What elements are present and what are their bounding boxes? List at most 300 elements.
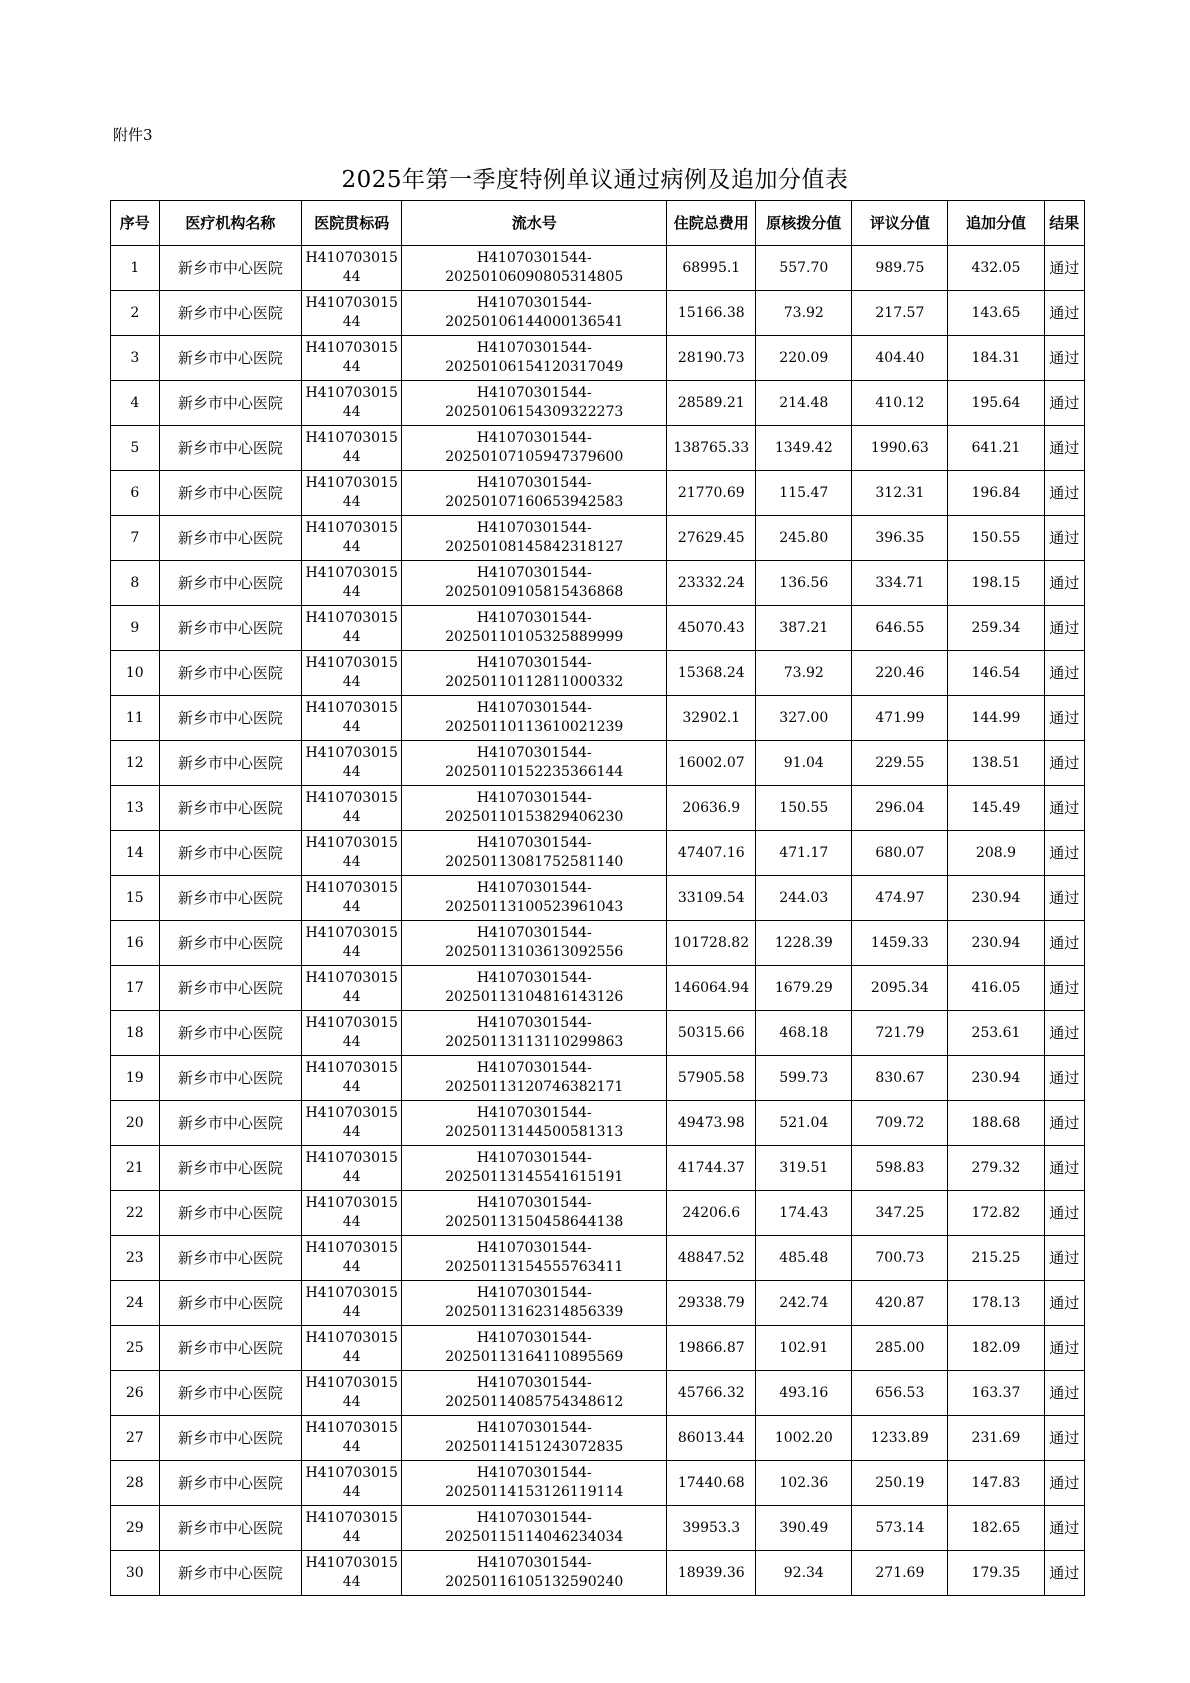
cell-result: 通过 <box>1044 1281 1085 1326</box>
cell-code <box>302 1281 402 1326</box>
cell-serial-line1: H41070301544- <box>476 610 592 626</box>
cell-serial <box>402 426 667 471</box>
cell-serial <box>402 1416 667 1461</box>
cell-serial-line2: 20250110112811000332 <box>445 674 624 690</box>
cell-cost: 47407.16 <box>667 831 756 876</box>
cell-code-line1: H410703015 <box>305 1285 398 1301</box>
cell-code-line1: H410703015 <box>305 295 398 311</box>
cell-serial <box>402 921 667 966</box>
cell-serial-line2: 20250113104816143126 <box>445 989 624 1005</box>
cell-add: 198.15 <box>948 561 1044 606</box>
cell-review: 646.55 <box>852 606 948 651</box>
cell-result: 通过 <box>1044 516 1085 561</box>
cell-no: 24 <box>111 1281 160 1326</box>
cell-add: 259.34 <box>948 606 1044 651</box>
cell-result: 通过 <box>1044 426 1085 471</box>
table-row <box>111 1101 1085 1146</box>
table-row <box>111 1551 1085 1596</box>
cell-orig: 220.09 <box>756 336 852 381</box>
cell-result: 通过 <box>1044 1101 1085 1146</box>
cell-serial-line1: H41070301544- <box>476 1060 592 1076</box>
cell-code-line2: 44 <box>342 359 361 375</box>
cell-serial-line1: H41070301544- <box>476 655 592 671</box>
cell-review: 296.04 <box>852 786 948 831</box>
cell-add: 432.05 <box>948 246 1044 291</box>
cell-serial <box>402 1191 667 1236</box>
table-row <box>111 1011 1085 1056</box>
table-row <box>111 291 1085 336</box>
col-header-add: 追加分值 <box>948 201 1044 246</box>
cell-add: 279.32 <box>948 1146 1044 1191</box>
cell-serial <box>402 471 667 516</box>
page-title: 2025年第一季度特例单议通过病例及追加分值表 <box>341 167 849 193</box>
cell-serial-line1: H41070301544- <box>476 475 592 491</box>
cell-code-line1: H410703015 <box>305 700 398 716</box>
cell-cost: 41744.37 <box>667 1146 756 1191</box>
cell-serial-line1: H41070301544- <box>476 925 592 941</box>
cell-code <box>302 291 402 336</box>
cell-code-line1: H410703015 <box>305 610 398 626</box>
cell-code <box>302 561 402 606</box>
cell-result: 通过 <box>1044 381 1085 426</box>
cell-serial <box>402 786 667 831</box>
cell-add: 179.35 <box>948 1551 1044 1596</box>
cell-result: 通过 <box>1044 561 1085 606</box>
cell-review: 989.75 <box>852 246 948 291</box>
cell-orig: 390.49 <box>756 1506 852 1551</box>
cell-result: 通过 <box>1044 1011 1085 1056</box>
col-header-result: 结果 <box>1044 201 1085 246</box>
cell-serial <box>402 831 667 876</box>
cell-orig: 73.92 <box>756 651 852 696</box>
table-row <box>111 921 1085 966</box>
cell-serial-line1: H41070301544- <box>476 1015 592 1031</box>
cell-cost: 146064.94 <box>667 966 756 1011</box>
cell-orig: 102.36 <box>756 1461 852 1506</box>
cell-result: 通过 <box>1044 651 1085 696</box>
cell-no: 29 <box>111 1506 160 1551</box>
cell-serial-line2: 20250113113110299863 <box>445 1034 624 1050</box>
cell-no: 27 <box>111 1416 160 1461</box>
cell-result: 通过 <box>1044 1461 1085 1506</box>
cell-add: 138.51 <box>948 741 1044 786</box>
cell-orig: 91.04 <box>756 741 852 786</box>
cell-serial-line1: H41070301544- <box>476 790 592 806</box>
cell-org: 新乡市中心医院 <box>159 1101 302 1146</box>
cell-no: 3 <box>111 336 160 381</box>
cell-review: 334.71 <box>852 561 948 606</box>
cell-cost: 32902.1 <box>667 696 756 741</box>
cell-cost: 29338.79 <box>667 1281 756 1326</box>
cell-add: 182.65 <box>948 1506 1044 1551</box>
cell-cost: 15368.24 <box>667 651 756 696</box>
cell-serial <box>402 741 667 786</box>
cell-code <box>302 741 402 786</box>
cell-result: 通过 <box>1044 786 1085 831</box>
cell-serial-line2: 20250114085754348612 <box>445 1394 624 1410</box>
cell-orig: 214.48 <box>756 381 852 426</box>
cell-serial-line1: H41070301544- <box>476 1330 592 1346</box>
cell-serial-line1: H41070301544- <box>476 745 592 761</box>
table-row <box>111 336 1085 381</box>
cell-add: 230.94 <box>948 921 1044 966</box>
cell-add: 178.13 <box>948 1281 1044 1326</box>
cell-orig: 115.47 <box>756 471 852 516</box>
cell-serial-line1: H41070301544- <box>476 880 592 896</box>
cell-review: 250.19 <box>852 1461 948 1506</box>
cell-serial-line1: H41070301544- <box>476 970 592 986</box>
cell-result: 通过 <box>1044 246 1085 291</box>
cell-add: 253.61 <box>948 1011 1044 1056</box>
cell-orig: 485.48 <box>756 1236 852 1281</box>
cell-serial-line2: 20250116105132590240 <box>445 1574 624 1590</box>
cell-review: 573.14 <box>852 1506 948 1551</box>
cell-serial-line1: H41070301544- <box>476 1195 592 1211</box>
cell-add: 196.84 <box>948 471 1044 516</box>
cell-cost: 21770.69 <box>667 471 756 516</box>
cell-review: 700.73 <box>852 1236 948 1281</box>
cell-orig: 1349.42 <box>756 426 852 471</box>
cell-serial <box>402 966 667 1011</box>
cell-result: 通过 <box>1044 696 1085 741</box>
cases-table <box>110 200 1085 1596</box>
cell-no: 30 <box>111 1551 160 1596</box>
cell-cost: 16002.07 <box>667 741 756 786</box>
cell-serial-line1: H41070301544- <box>476 295 592 311</box>
cell-add: 172.82 <box>948 1191 1044 1236</box>
cell-code-line1: H410703015 <box>305 520 398 536</box>
cell-no: 15 <box>111 876 160 921</box>
cell-code-line1: H410703015 <box>305 1060 398 1076</box>
cell-org: 新乡市中心医院 <box>159 1191 302 1236</box>
table-row <box>111 1326 1085 1371</box>
cell-serial-line2: 20250113164110895569 <box>445 1349 624 1365</box>
cell-org: 新乡市中心医院 <box>159 786 302 831</box>
cell-cost: 48847.52 <box>667 1236 756 1281</box>
cell-code-line2: 44 <box>342 989 361 1005</box>
cell-code <box>302 1101 402 1146</box>
cell-code <box>302 696 402 741</box>
cell-add: 144.99 <box>948 696 1044 741</box>
table-row <box>111 831 1085 876</box>
cell-cost: 33109.54 <box>667 876 756 921</box>
cell-serial <box>402 381 667 426</box>
cell-add: 184.31 <box>948 336 1044 381</box>
cell-no: 23 <box>111 1236 160 1281</box>
cell-no: 7 <box>111 516 160 561</box>
cell-code-line2: 44 <box>342 1214 361 1230</box>
cell-code-line1: H410703015 <box>305 790 398 806</box>
cell-code <box>302 1326 402 1371</box>
cell-add: 163.37 <box>948 1371 1044 1416</box>
cell-cost: 15166.38 <box>667 291 756 336</box>
cell-orig: 471.17 <box>756 831 852 876</box>
cell-code-line1: H410703015 <box>305 565 398 581</box>
cell-cost: 68995.1 <box>667 246 756 291</box>
cell-serial-line1: H41070301544- <box>476 430 592 446</box>
col-header-orig: 原核拨分值 <box>756 201 852 246</box>
cell-review: 471.99 <box>852 696 948 741</box>
cell-cost: 50315.66 <box>667 1011 756 1056</box>
cell-code <box>302 831 402 876</box>
cell-add: 182.09 <box>948 1326 1044 1371</box>
cell-serial <box>402 1326 667 1371</box>
cell-org: 新乡市中心医院 <box>159 741 302 786</box>
cell-no: 9 <box>111 606 160 651</box>
cell-serial <box>402 1146 667 1191</box>
cell-result: 通过 <box>1044 741 1085 786</box>
cell-add: 145.49 <box>948 786 1044 831</box>
cell-code-line2: 44 <box>342 1124 361 1140</box>
cell-code-line2: 44 <box>342 764 361 780</box>
cell-serial-line2: 20250106154309322273 <box>445 404 624 420</box>
cell-code <box>302 1371 402 1416</box>
cell-no: 18 <box>111 1011 160 1056</box>
cell-no: 6 <box>111 471 160 516</box>
table-row <box>111 1191 1085 1236</box>
cell-add: 143.65 <box>948 291 1044 336</box>
cell-add: 147.83 <box>948 1461 1044 1506</box>
cell-serial <box>402 1101 667 1146</box>
cell-result: 通过 <box>1044 1371 1085 1416</box>
cell-orig: 92.34 <box>756 1551 852 1596</box>
cell-serial <box>402 606 667 651</box>
cell-org: 新乡市中心医院 <box>159 876 302 921</box>
cell-orig: 244.03 <box>756 876 852 921</box>
cell-no: 2 <box>111 291 160 336</box>
cell-code-line1: H410703015 <box>305 970 398 986</box>
cell-serial-line2: 20250110152235366144 <box>445 764 624 780</box>
cell-code-line2: 44 <box>342 719 361 735</box>
cell-code-line2: 44 <box>342 1079 361 1095</box>
table-row <box>111 696 1085 741</box>
cell-no: 14 <box>111 831 160 876</box>
cell-cost: 28589.21 <box>667 381 756 426</box>
cell-code <box>302 246 402 291</box>
table-row <box>111 876 1085 921</box>
cell-code <box>302 381 402 426</box>
cell-serial-line1: H41070301544- <box>476 385 592 401</box>
col-header-cost: 住院总费用 <box>667 201 756 246</box>
cell-orig: 327.00 <box>756 696 852 741</box>
cell-result: 通过 <box>1044 1236 1085 1281</box>
cell-add: 195.64 <box>948 381 1044 426</box>
table-row <box>111 1461 1085 1506</box>
cell-no: 26 <box>111 1371 160 1416</box>
cell-review: 680.07 <box>852 831 948 876</box>
cell-org: 新乡市中心医院 <box>159 1056 302 1101</box>
cell-code-line2: 44 <box>342 584 361 600</box>
cell-code-line2: 44 <box>342 1259 361 1275</box>
cell-code-line2: 44 <box>342 1574 361 1590</box>
cell-orig: 521.04 <box>756 1101 852 1146</box>
table-row <box>111 786 1085 831</box>
cell-code-line1: H410703015 <box>305 1465 398 1481</box>
cell-org: 新乡市中心医院 <box>159 1416 302 1461</box>
cell-review: 347.25 <box>852 1191 948 1236</box>
cell-serial-line1: H41070301544- <box>476 250 592 266</box>
cell-no: 22 <box>111 1191 160 1236</box>
cell-serial-line1: H41070301544- <box>476 565 592 581</box>
cell-no: 11 <box>111 696 160 741</box>
cell-cost: 23332.24 <box>667 561 756 606</box>
cell-code-line1: H410703015 <box>305 925 398 941</box>
cell-review: 1233.89 <box>852 1416 948 1461</box>
col-header-no: 序号 <box>111 201 160 246</box>
col-header-org: 医疗机构名称 <box>159 201 302 246</box>
table-row <box>111 966 1085 1011</box>
cell-orig: 557.70 <box>756 246 852 291</box>
cell-review: 420.87 <box>852 1281 948 1326</box>
cell-orig: 102.91 <box>756 1326 852 1371</box>
cell-add: 641.21 <box>948 426 1044 471</box>
cell-no: 5 <box>111 426 160 471</box>
cell-add: 215.25 <box>948 1236 1044 1281</box>
cell-code <box>302 1146 402 1191</box>
cell-add: 208.9 <box>948 831 1044 876</box>
cell-orig: 468.18 <box>756 1011 852 1056</box>
cell-serial-line2: 20250113154555763411 <box>445 1259 624 1275</box>
cell-result: 通过 <box>1044 831 1085 876</box>
cell-serial-line2: 20250109105815436868 <box>445 584 624 600</box>
cell-code-line1: H410703015 <box>305 1150 398 1166</box>
table-header-row <box>111 201 1085 246</box>
cell-no: 20 <box>111 1101 160 1146</box>
cell-serial-line2: 20250114151243072835 <box>445 1439 624 1455</box>
table-row <box>111 1416 1085 1461</box>
cell-org: 新乡市中心医院 <box>159 1551 302 1596</box>
cell-code-line1: H410703015 <box>305 745 398 761</box>
cell-code-line1: H410703015 <box>305 835 398 851</box>
cell-add: 150.55 <box>948 516 1044 561</box>
cell-serial <box>402 336 667 381</box>
cell-cost: 28190.73 <box>667 336 756 381</box>
cell-serial-line2: 20250106090805314805 <box>445 269 624 285</box>
cell-code-line1: H410703015 <box>305 1015 398 1031</box>
cell-result: 通过 <box>1044 1146 1085 1191</box>
cell-cost: 49473.98 <box>667 1101 756 1146</box>
cell-no: 25 <box>111 1326 160 1371</box>
cell-cost: 39953.3 <box>667 1506 756 1551</box>
cell-serial-line2: 20250113150458644138 <box>445 1214 624 1230</box>
table-row <box>111 1371 1085 1416</box>
cell-code <box>302 471 402 516</box>
cell-no: 19 <box>111 1056 160 1101</box>
cell-serial <box>402 1056 667 1101</box>
cell-code <box>302 966 402 1011</box>
cell-code-line2: 44 <box>342 1484 361 1500</box>
cell-code <box>302 1191 402 1236</box>
cell-serial-line2: 20250106154120317049 <box>445 359 624 375</box>
cell-serial-line2: 20250110113610021239 <box>445 719 624 735</box>
cell-org: 新乡市中心医院 <box>159 1281 302 1326</box>
cell-review: 271.69 <box>852 1551 948 1596</box>
cell-code <box>302 876 402 921</box>
cell-orig: 599.73 <box>756 1056 852 1101</box>
cell-serial-line1: H41070301544- <box>476 1465 592 1481</box>
table-row <box>111 426 1085 471</box>
cell-org: 新乡市中心医院 <box>159 246 302 291</box>
cell-org: 新乡市中心医院 <box>159 1326 302 1371</box>
cell-serial-line2: 20250113162314856339 <box>445 1304 624 1320</box>
table-row <box>111 246 1085 291</box>
cell-cost: 27629.45 <box>667 516 756 561</box>
cell-cost: 86013.44 <box>667 1416 756 1461</box>
cell-cost: 20636.9 <box>667 786 756 831</box>
cell-code <box>302 651 402 696</box>
cell-cost: 17440.68 <box>667 1461 756 1506</box>
cell-org: 新乡市中心医院 <box>159 516 302 561</box>
cell-cost: 19866.87 <box>667 1326 756 1371</box>
cell-result: 通过 <box>1044 921 1085 966</box>
cell-add: 231.69 <box>948 1416 1044 1461</box>
cell-serial-line2: 20250110105325889999 <box>445 629 624 645</box>
cell-orig: 1002.20 <box>756 1416 852 1461</box>
cell-code-line2: 44 <box>342 674 361 690</box>
cell-no: 17 <box>111 966 160 1011</box>
cell-review: 410.12 <box>852 381 948 426</box>
cell-review: 396.35 <box>852 516 948 561</box>
cell-org: 新乡市中心医院 <box>159 426 302 471</box>
cell-result: 通过 <box>1044 1551 1085 1596</box>
table-row <box>111 1146 1085 1191</box>
cell-serial-line1: H41070301544- <box>476 835 592 851</box>
cell-review: 217.57 <box>852 291 948 336</box>
cell-review: 830.67 <box>852 1056 948 1101</box>
cell-code-line2: 44 <box>342 494 361 510</box>
cell-org: 新乡市中心医院 <box>159 1146 302 1191</box>
cell-orig: 73.92 <box>756 291 852 336</box>
table-row <box>111 1056 1085 1101</box>
cell-result: 通过 <box>1044 336 1085 381</box>
cell-orig: 387.21 <box>756 606 852 651</box>
cell-code-line2: 44 <box>342 944 361 960</box>
cell-serial-line2: 20250107105947379600 <box>445 449 624 465</box>
cell-orig: 245.80 <box>756 516 852 561</box>
cell-serial <box>402 1236 667 1281</box>
cell-code <box>302 1056 402 1101</box>
cell-no: 4 <box>111 381 160 426</box>
cell-org: 新乡市中心医院 <box>159 1506 302 1551</box>
cell-org: 新乡市中心医院 <box>159 966 302 1011</box>
cell-org: 新乡市中心医院 <box>159 561 302 606</box>
cell-review: 598.83 <box>852 1146 948 1191</box>
cell-serial-line2: 20250113120746382171 <box>445 1079 624 1095</box>
cell-code-line1: H410703015 <box>305 385 398 401</box>
cell-code-line2: 44 <box>342 854 361 870</box>
cell-orig: 1228.39 <box>756 921 852 966</box>
cell-result: 通过 <box>1044 1506 1085 1551</box>
cell-serial-line1: H41070301544- <box>476 1375 592 1391</box>
cell-serial <box>402 876 667 921</box>
cell-serial-line1: H41070301544- <box>476 1510 592 1526</box>
cell-code <box>302 1551 402 1596</box>
cell-serial-line2: 20250108145842318127 <box>445 539 624 555</box>
cell-code-line2: 44 <box>342 404 361 420</box>
cell-code-line1: H410703015 <box>305 430 398 446</box>
cell-code-line2: 44 <box>342 629 361 645</box>
table-row <box>111 381 1085 426</box>
cell-serial-line2: 20250114153126119114 <box>445 1484 624 1500</box>
cell-serial-line2: 20250110153829406230 <box>445 809 624 825</box>
cell-serial-line2: 20250115114046234034 <box>445 1529 624 1545</box>
col-header-serial: 流水号 <box>402 201 667 246</box>
table-row <box>111 651 1085 696</box>
cell-code-line1: H410703015 <box>305 1375 398 1391</box>
cell-org: 新乡市中心医院 <box>159 921 302 966</box>
cell-review: 1990.63 <box>852 426 948 471</box>
cell-org: 新乡市中心医院 <box>159 336 302 381</box>
